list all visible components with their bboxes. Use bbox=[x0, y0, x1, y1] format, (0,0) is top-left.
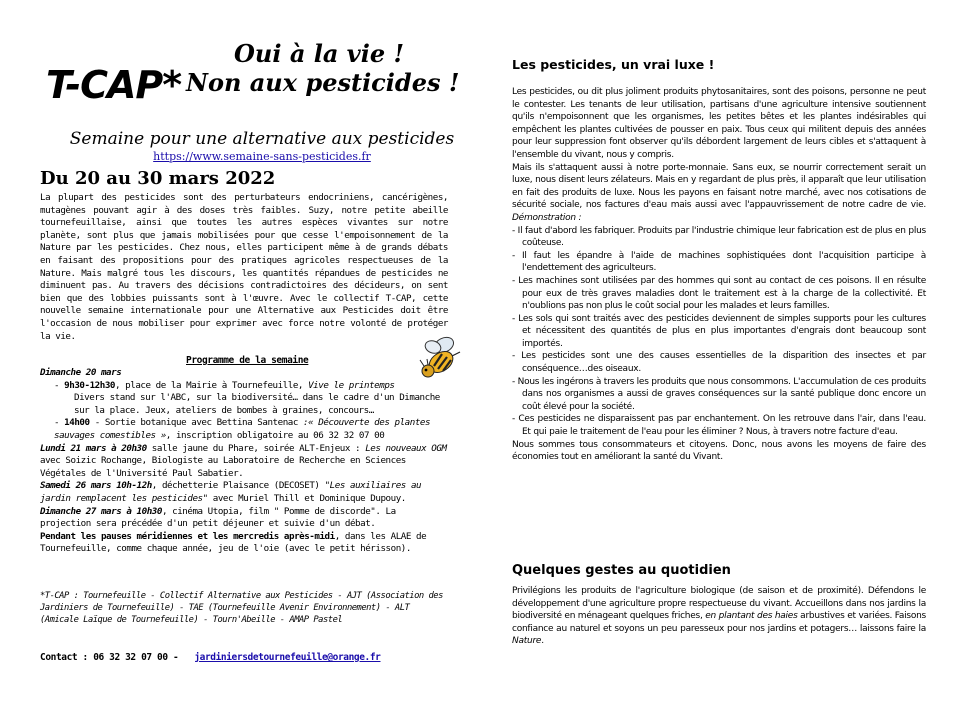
bullet-item: - Les pesticides sont une des causes essentielles de la disparition des insectes et par conséquence…des oiseaux. bbox=[512, 351, 926, 375]
bullet-item: - Il faut d'abord les fabriquer. Produits par l'industrie chimique leur fabrication est de plus en plus coûteuse. bbox=[512, 225, 926, 249]
paragraph: Mais ils s'attaquent aussi à notre porte-monnaie. Sans eux, se nourrir correctement serait un luxe, nous disent leurs zélateurs. Mais en y regardant de plus près, il apparaît que leur utilisation en fait des produits de luxe. Nous les payons en faisant notre marché, avec nos cotisations de sécurité sociale, nos factures d'eau mais aussi avec l'appauvrissement de notre cadre de vie. Démonstration : bbox=[512, 162, 926, 223]
slogan-line-1: Oui à la vie ! bbox=[234, 39, 404, 68]
event-item: - 14h00 - Sortie botanique avec Bettina Santenac :« Découverte des plantes sauvages comestibles », inscription obligatoire au 06 32 32 07 00 bbox=[54, 417, 431, 441]
article-gestes bbox=[512, 585, 926, 648]
paragraph: Privilégions les produits de l'agriculture biologique (de saison et de proximité). Défendons le développement d'une agriculture propre respectueuse du vivant. Accueillons dans nos jardins la biodiversité en ménageant quelques friches, en plantant des haies arbustives et variées. Faisons confiance au naturel et soyons un peu paresseux pour nos jardins et potagers… laissons faire la Nature. bbox=[512, 586, 926, 647]
event-description: Divers stand sur l'ABC, sur la biodiversité… dans le cadre d'un Dimanche sur la place. Jeux, ateliers de bombes à graines, concours… bbox=[74, 392, 440, 416]
slogan-line-2: Non aux pesticides ! bbox=[186, 67, 460, 97]
day-heading: Dimanche 20 mars bbox=[40, 367, 122, 378]
contact-phone: Contact : 06 32 32 07 00 - bbox=[40, 652, 179, 663]
bullet-item: - Ces pesticides ne disparaissent pas par enchantement. On les retrouve dans l'air, dans l'eau. Et qui paie le traitement de l'eau pour les éliminer ? Nous, à travers notre facture d'eau. bbox=[512, 414, 926, 438]
event-dates: Du 20 au 30 mars 2022 bbox=[40, 168, 276, 189]
paragraph: Nous sommes tous consommateurs et citoyens. Donc, nous avons les moyens de faire des économies tout en améliorant la santé du Vivant. bbox=[512, 439, 926, 463]
article-title-luxe: Les pesticides, un vrai luxe ! bbox=[512, 57, 715, 72]
intro-paragraph: La plupart des pesticides sont des perturbateurs endocriniens, cancérigènes, mutagènes pouvant agir à des doses très faibles. Suzy, notre petite abeille tournefeuillaise, ainsi que toutes les autres espèces vivantes sur notre planète, sont plus que jamais mobilisées pour que cesse l'empoisonnement de la Nature par les pesticides. Chez nous, elles participent même à de grands débats en faisant des propositions pour des pratiques agricoles respectueuses de la Nature. Mais malgré tous les discours, les quantités répandues de pesticides ne diminuent pas. Au travers des décisions contradictoires des décideurs, on sent bien que des lobbies puissants sont à l'œuvre. Avec le collectif T-CAP, cette nouvelle semaine internationale pour une Alternative aux Pesticides doit être l'occasion de nous mobiliser pour exprimer avec force notre volonté de protéger la vie. bbox=[40, 192, 448, 342]
website-link[interactable]: https://www.semaine-sans-pesticides.fr bbox=[153, 150, 371, 163]
tcap-logo-text: T-CAP* bbox=[46, 63, 182, 107]
contact bbox=[40, 652, 381, 663]
bullet-item: - Nous les ingérons à travers les produits que nous consommons. L'accumulation de ces produits dans nos organismes a aussi de graves conséquences sur la santé publique donc encore un coût élevé pour la société. bbox=[512, 376, 926, 412]
article-title-gestes: Quelques gestes au quotidien bbox=[512, 563, 731, 578]
article-luxe bbox=[512, 86, 926, 464]
right-page bbox=[508, 0, 928, 720]
event-item: - 9h30-12h30, place de la Mairie à Tournefeuille, Vive le printemps bbox=[54, 379, 395, 391]
event-item: Dimanche 27 mars à 10h30, cinéma Utopia, film " Pomme de discorde". La projection sera précédée d'un petit déjeuner et suivie d'un débat. bbox=[40, 505, 396, 530]
subtitle: Semaine pour une alternative aux pesticides bbox=[69, 129, 455, 149]
contact-email-link[interactable]: jardiniersdetournefeuille@orange.fr bbox=[194, 652, 381, 663]
slogan bbox=[186, 40, 486, 98]
programme-list bbox=[40, 367, 450, 556]
footnote: *T-CAP : Tournefeuille - Collectif Alternative aux Pesticides - AJT (Association des Jardiniers de Tournefeuille) - TAE (Tournefeuille Avenir Environnement) - ALT (Amicale Laïque de Tournefeuille) - Tourn'Abeille - AMAP Pastel bbox=[40, 591, 443, 625]
event-item: Lundi 21 mars à 20h30 salle jaune du Phare, soirée ALT-Enjeux : Les nouveaux OGM avec Soizic Rochange, Biologiste au Laboratoire de Recherche en Sciences Végétales de l'Université Paul Sabatier. bbox=[40, 442, 447, 479]
event-item: Pendant les pauses méridiennes et les mercredis après-midi, dans les ALAE de Tournefeuille, comme chaque année, jeu de l'oie (avec le petit hérisson). bbox=[40, 530, 427, 555]
bullet-item: - Les sols qui sont traités avec des pesticides deviennent de simples supports pour les cultures et nécessitent des quantités de plus en plus importantes d'engrais dont beaucoup sont importés. bbox=[512, 313, 926, 349]
event-item: Samedi 26 mars 10h-12h, déchetterie Plaisance (DECOSET) "Les auxiliaires au jardin remplacent les pesticides" avec Muriel Thill et Dominique Dupouy. bbox=[40, 480, 422, 504]
left-page bbox=[36, 0, 460, 720]
bullet-item: - Il faut les épandre à l'aide de machines sophistiquées dont l'acquisition participe à l'endettement des agriculteurs. bbox=[512, 250, 926, 274]
paragraph: Les pesticides, ou dit plus joliment produits phytosanitaires, sont des poisons, personne ne peut le contester. Les tenants de leur utilisation, partisans d'une agriculture intensive soutiennent qu'ils n'empoisonnent que les organismes, les petites bêtes et les plantes indésirables qui empêchent les plantes cultivées de pousser en paix. Tous ceux qui militent depuis des années pour leur suppression font observer qu'ils débordent largement de leurs cibles et s'attaquent à l'ensemble du vivant, nous y compris. bbox=[512, 87, 926, 160]
bullet-item: - Les machines sont utilisées par des hommes qui sont au contact de ces poisons. Il en résulte pour eux de très graves maladies dont le traitement est à la charge de la collectivité. Et n'oublions pas non plus le coût social pour les malades et leurs familles. bbox=[512, 275, 926, 312]
programme-title: Programme de la semaine bbox=[186, 355, 309, 366]
